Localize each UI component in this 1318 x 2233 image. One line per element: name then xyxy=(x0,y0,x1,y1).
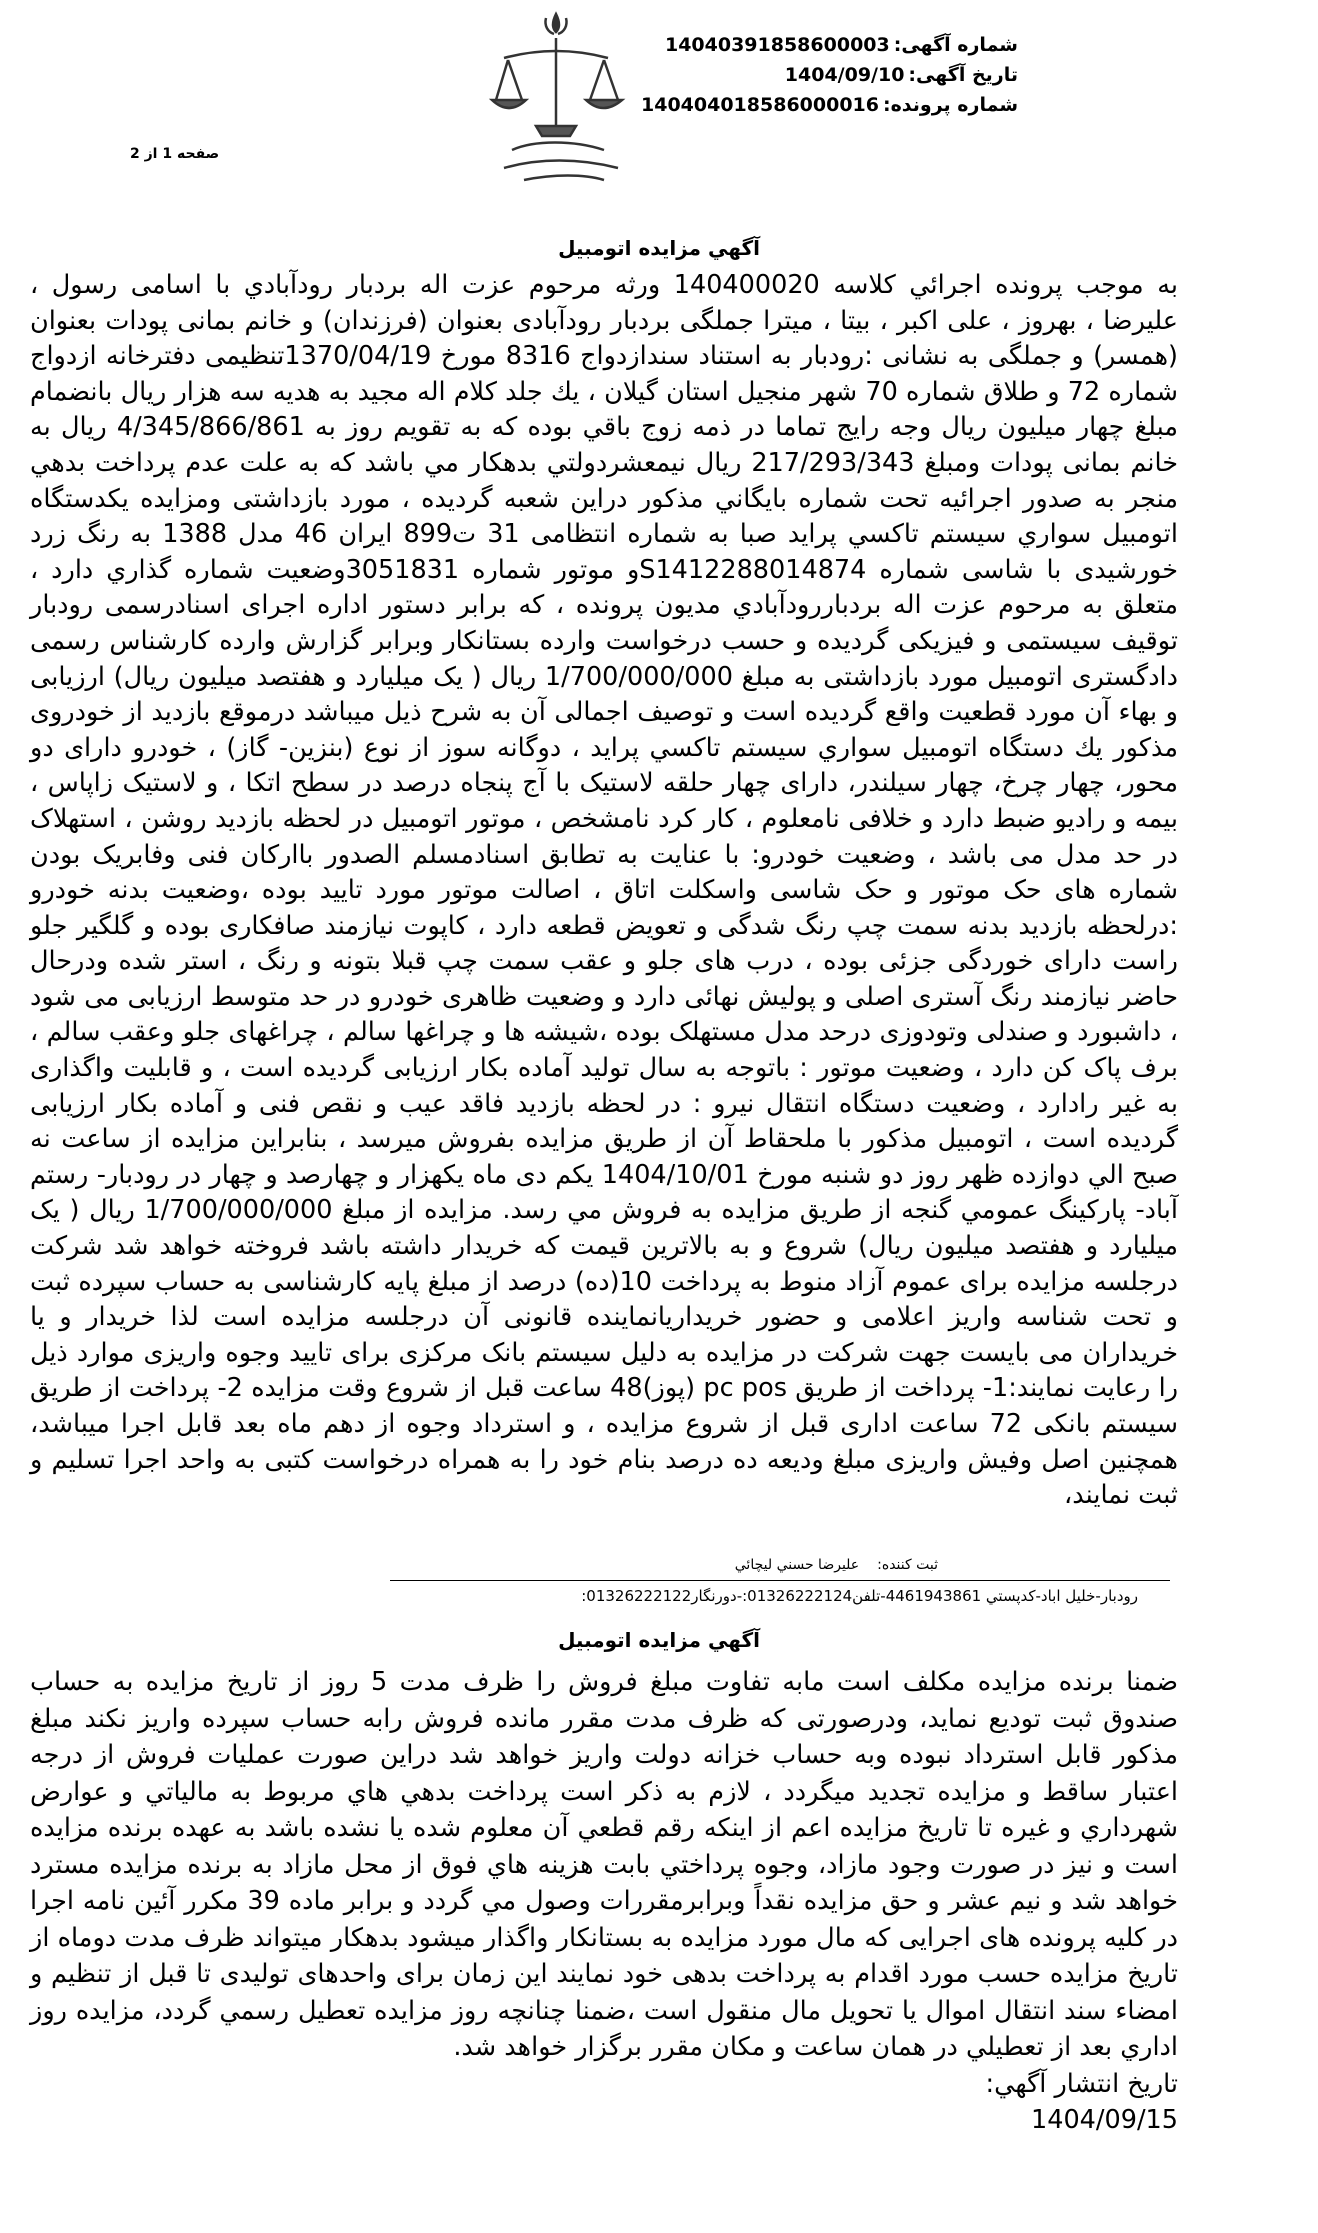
judiciary-emblem xyxy=(484,8,634,188)
case-number-label: شماره پرونده: xyxy=(882,94,1018,116)
case-number-row xyxy=(641,90,1018,120)
ad-date-row xyxy=(688,60,1018,90)
ad-number-value: 14040391858600003 xyxy=(664,34,890,56)
notice2-title: آگهي مزايده اتومبيل xyxy=(558,1628,760,1652)
ad-date-label: تاریخ آگهی: xyxy=(908,64,1018,86)
publish-date-label: تاريخ انتشار آگهي: xyxy=(985,2068,1178,2099)
notice1-title: آگهي مزايده اتومبيل xyxy=(558,236,760,260)
ad-number-label: شماره آگهی: xyxy=(893,34,1018,56)
ad-date-value: 1404/09/10 xyxy=(784,64,905,86)
page-counter: صفحه 1 از 2 xyxy=(130,146,220,162)
divider-line xyxy=(390,1580,1170,1581)
scales-of-justice-icon xyxy=(484,8,634,188)
notice1-body: به موجب پرونده اجرائي كلاسه 140400020 ورثه مرحوم عزت اله بردبار رودآبادي با اسامی رسول ، علیرضا ، بهروز ، علی اکبر ، بیتا ، میترا جملگی بردبار رودآبادی بعنوان (فرزندان) و خانم بمانی پودات بعنوان (همسر) و جملگی به نشانی :رودبار به استناد سندازدواج 8316 مورخ 1370/04/19تنظیمی دفترخانه ازدواج شماره 72 و طلاق شماره 70 شهر منجیل استان گیلان ، يك جلد كلام اله مجيد به هديه سه هزار ريال بانضمام مبلغ چهار میلیون ریال وجه رایج تماما در ذمه زوج باقي بوده كه به تقويم روز به 4/345/866/861 ريال به خانم بمانی پودات ومبلغ 217/293/343 ريال نيمعشردولتي بدهكار مي باشد كه به علت عدم پرداخت بدهي منجر به صدور اجرائيه تحت شماره بايگاني مذكور دراين شعبه گرديده ، مورد بازداشتی ومزایده یکدستگاه اتومبيل سواري سيستم تاكسي پرايد صبا به شماره انتظامی 31 ت899 ایران 46 مدل 1388 به رنگ زرد خورشيدی با شاسی شماره S1412288014874و موتور شماره 3051831وضعيت شماره گذاري دارد ، متعلق به مرحوم عزت اله بردباررودآبادي مديون پرونده ، كه برابر دستور اداره اجرای اسنادرسمی رودبار توقيف سيستمی و فيزيكی گرديده و حسب درخواست وارده بستانكار وبرابر گزارش وارده کارشناس رسمی دادگستری اتومبیل مورد بازداشتی به مبلغ 1/700/000/000 ریال ( یک میلیارد و هفتصد میلیون ریال) ارزیابی و بهاء آن مورد قطعیت واقع گردیده است و توصیف اجمالی آن به شرح ذيل ميباشد درموقع بازدید از خودروی مذکور یك دستگاه اتومبيل سواري سيستم تاكسي پرايد ، دوگانه سوز از نوع (بنزین- گاز) ، خودرو دارای دو محور، چهار چرخ، چهار سیلندر، دارای چهار حلقه لاستیک با آج پنجاه درصد در سطح اتکا ، و لاستیک زاپاس ، بیمه و رادیو ضبط دارد و خلافی نامعلوم ، کار کرد نامشخص ، موتور اتومبیل در لحظه بازدید روشن ، استهلاک در حد مدل می باشد ، وضعیت خودرو: با عنایت به تطابق اسنادمسلم الصدور باارکان فنی وفابریک بودن شماره های حک موتور و حک شاسی واسکلت اتاق ، اصالت موتور مورد تایید بوده ،وضعیت بدنه خودرو :درلحظه بازدید بدنه سمت چپ رنگ شدگی و تعویض قطعه دارد ، کاپوت نیازمند صافکاری بوده و گلگیر جلو راست دارای خوردگی جزئی بوده ، درب های جلو و عقب سمت چپ قبلا بتونه و رنگ ، استر شده ودرحال حاضر نیازمند رنگ آستری اصلی و پولیش نهائی دارد و وضعیت ظاهری خودرو در حد متوسط ارزیابی می شود ، داشبورد و صندلی وتودوزی درحد مدل مستهلک بوده ،شیشه ها و چراغها سالم ، چراغهای جلو وعقب سالم ، برف پاک کن دارد ، وضعیت موتور : باتوجه به سال تولید آماده بکار ارزیابی گردیده است ، و قابلیت واگذاری به غیر رادارد ، وضعیت دستگاه انتقال نیرو : در لحظه بازدید فاقد عیب و نقص فنی و آماده بکار ارزیابی گردیده است ، اتومبیل مذکور با ملحقاط آن از طريق مزايده بفروش ميرسد ، بنابراين مزايده از ساعت نه صبح الي دوازده ظهر روز دو شنبه مورخ 1404/10/01 یکم دی ماه یکهزار و چهارصد و چهار در رودبار- رستم آباد- پاركينگ عمومي گنجه از طريق مزايده به فروش مي رسد. مزايده از مبلغ 1/700/000/000 ریال ( یک میلیارد و هفتصد میلیون ریال) شروع و به بالاترين قيمت كه خريدار داشته باشد فروخته خواهد شد شرکت درجلسه مزایده برای عموم آزاد منوط به پرداخت 10(ده) درصد از مبلغ پایه کارشناسی به حساب سپرده ثبت و تحت شناسه واریز اعلامی و حضور خریداریانماینده قانونی آن درجلسه مزایده است لذا خریدار و یا خریداران می بایست جهت شرکت در مزایده به دلیل سیستم بانک مرکزی برای تایید وجوه واریزی موارد ذیل را رعایت نمایند:1- پرداخت از طریق pc pos (پوز)48 ساعت قبل از شروع وقت مزایده 2- پرداخت از طریق سیستم بانکی 72 ساعت اداری قبل از شروع مزایده ، و استرداد وجوه از دهم ماه بعد قابل اجرا میباشد، همچنین اصل وفیش واریزی مبلغ ودیعه ده درصد بنام خود را به همراه درخواست کتبی به واحد اجرا تسلیم و ثبت نمایند، xyxy=(30,270,1179,1511)
office-address: رودبار-خليل اباد-كدپستي 4461943861-تلفن01326222124:-دورنگار01326222122: xyxy=(581,1587,1138,1605)
publish-date-value: 1404/09/15 xyxy=(1031,2105,1178,2135)
case-number-value: 140404018586000016 xyxy=(641,94,879,116)
ad-number-row xyxy=(664,30,1018,60)
ad-meta-block xyxy=(641,30,1018,120)
notice2-body xyxy=(30,1664,1178,2139)
registrar-line xyxy=(735,1557,938,1573)
registrar-name: عليرضا حسني ليچائي xyxy=(734,1557,860,1573)
notice2-body-text: ضمنا برنده مزایده مکلف است مابه تفاوت مبلغ فروش را ظرف مدت 5 روز از تاریخ مزایده به حساب صندوق ثبت تودیع نماید، ودرصورتی که ظرف مدت مقرر مانده فروش رابه حساب سپرده واریز نکند مبلغ مذکور قابل استرداد نبوده وبه حساب خزانه دولت واریز خواهد شد دراین صورت عملیات فروش از درجه اعتبار ساقط و مزایده تجدید میگردد ، لازم به ذكر است پرداخت بدهي هاي مربوط به مالياتي و عوارض شهرداري و غيره تا تاريخ مزايده اعم از اينكه رقم قطعي آن معلوم شده يا نشده باشد به عهده برنده مزايده است و نيز در صورت وجود مازاد، وجوه پرداختي بابت هزينه هاي فوق از محل مازاد به برنده مزايده مسترد خواهد شد و نيم عشر و حق مزايده نقداً وبرابرمقررات وصول مي گردد و برابر ماده 39 مکرر آئین نامه اجرا در کلیه پرونده های اجرایی که مال مورد مزایده به بستانکار واگذار میشود بدهکار میتواند ظرف مدت دوماه از تاریخ مزایده حسب مورد اقدام به پرداخت بدهی خود نمایند این زمان برای واحدهای تولیدی تا قبل از تنظیم و امضاء سند انتقال اموال یا تحویل مال منقول است ،ضمنا چنانچه روز مزايده تعطيل رسمي گردد، مزايده روز اداري بعد از تعطيلي در همان ساعت و مكان مقرر برگزار خواهد شد. xyxy=(30,1667,1178,2062)
registrar-label: ثبت كننده: xyxy=(877,1557,938,1573)
